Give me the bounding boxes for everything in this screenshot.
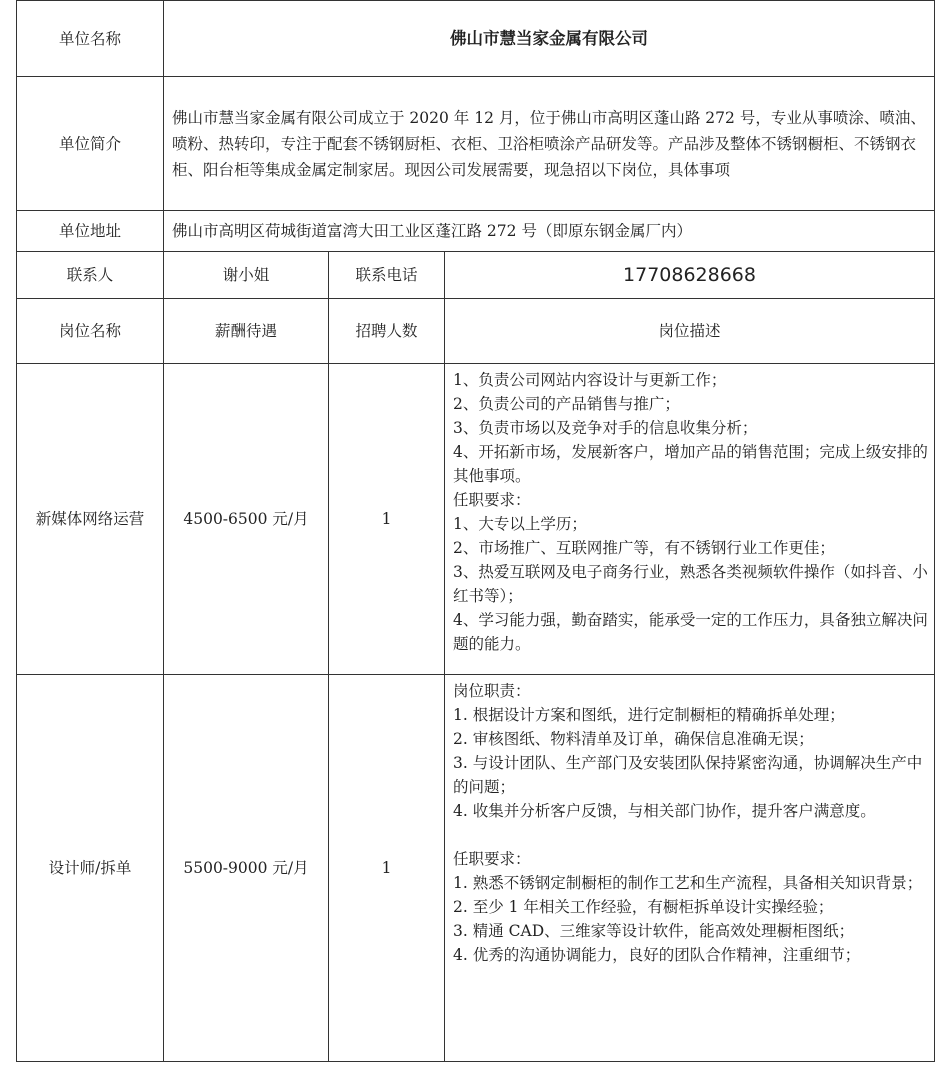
description-line: 3. 与设计团队、生产部门及安装团队保持紧密沟通，协调解决生产中的问题； — [453, 754, 923, 796]
header-description: 岗位描述 — [445, 299, 935, 364]
description-line: 2. 至少 1 年相关工作经验，有橱柜拆单设计实操经验； — [453, 898, 834, 916]
description-line: 任职要求： — [453, 491, 531, 509]
job-count: 1 — [329, 364, 445, 675]
company-name-label: 单位名称 — [17, 1, 164, 77]
description-line: 2、市场推广、互联网推广等，有不锈钢行业工作更佳； — [453, 539, 835, 557]
header-count: 招聘人数 — [329, 299, 445, 364]
company-address-row — [17, 211, 935, 252]
description-line: 4、学习能力强，勤奋踏实，能承受一定的工作压力，具备独立解决问题的能力。 — [453, 611, 928, 653]
description-line: 3、负责市场以及竞争对手的信息收集分析； — [453, 419, 758, 437]
job-count: 1 — [329, 675, 445, 1062]
job-description — [445, 364, 935, 675]
header-salary: 薪酬待遇 — [164, 299, 329, 364]
header-position: 岗位名称 — [17, 299, 164, 364]
description-line: 3、热爱互联网及电子商务行业，熟悉各类视频软件操作（如抖音、小红书等）； — [453, 563, 928, 605]
company-intro-label: 单位简介 — [17, 77, 164, 211]
description-line: 4、开拓新市场，发展新客户，增加产品的销售范围；完成上级安排的其他事项。 — [453, 443, 928, 485]
job-title: 设计师/拆单 — [17, 675, 164, 1062]
company-address: 佛山市高明区荷城街道富湾大田工业区蓬江路 272 号（即原东钢金属厂内） — [164, 211, 935, 252]
description-line: 任职要求： — [453, 850, 531, 868]
description-line: 4. 优秀的沟通协调能力，良好的团队合作精神，注重细节； — [453, 946, 861, 964]
recruitment-sheet — [16, 0, 934, 1062]
company-address-label: 单位地址 — [17, 211, 164, 252]
description-line: 1、大专以上学历； — [453, 515, 587, 533]
job-salary: 4500-6500 元/月 — [164, 364, 329, 675]
description-line: 1、负责公司网站内容设计与更新工作； — [453, 371, 727, 389]
phone-number: 17708628668 — [445, 252, 935, 299]
header-row — [17, 299, 935, 364]
description-line: 2、负责公司的产品销售与推广； — [453, 395, 680, 413]
job-title: 新媒体网络运营 — [17, 364, 164, 675]
company-name: 佛山市慧当家金属有限公司 — [164, 1, 935, 77]
job-salary: 5500-9000 元/月 — [164, 675, 329, 1062]
job-row — [17, 675, 935, 1062]
contact-row — [17, 252, 935, 299]
description-line: 1. 根据设计方案和图纸，进行定制橱柜的精确拆单处理； — [453, 706, 845, 724]
description-line: 4. 收集并分析客户反馈，与相关部门协作，提升客户满意度。 — [453, 802, 876, 820]
description-line: 1. 熟悉不锈钢定制橱柜的制作工艺和生产流程，具备相关知识背景； — [453, 874, 923, 892]
job-description — [445, 675, 935, 1062]
contact-label: 联系人 — [17, 252, 164, 299]
phone-label: 联系电话 — [329, 252, 445, 299]
company-intro: 佛山市慧当家金属有限公司成立于 2020 年 12 月，位于佛山市高明区蓬山路 272 号，专业从事喷涂、喷油、喷粉、热转印，专注于配套不锈钢厨柜、衣柜、卫浴柜喷涂产品研发等。产品涉及整体不锈钢橱柜、不锈钢衣柜、阳台柜等集成金属定制家居。现因公司发展需要，现急招以下岗位，具体事项 — [164, 77, 935, 211]
description-line: 岗位职责： — [453, 682, 531, 700]
description-line: 3. 精通 CAD、三维家等设计软件，能高效处理橱柜图纸； — [453, 922, 855, 940]
description-line: 2. 审核图纸、物料清单及订单，确保信息准确无误； — [453, 730, 814, 748]
recruitment-table — [16, 0, 935, 1062]
contact-name: 谢小姐 — [164, 252, 329, 299]
description-spacer — [453, 823, 928, 847]
job-row — [17, 364, 935, 675]
company-intro-row — [17, 77, 935, 211]
company-name-row — [17, 1, 935, 77]
